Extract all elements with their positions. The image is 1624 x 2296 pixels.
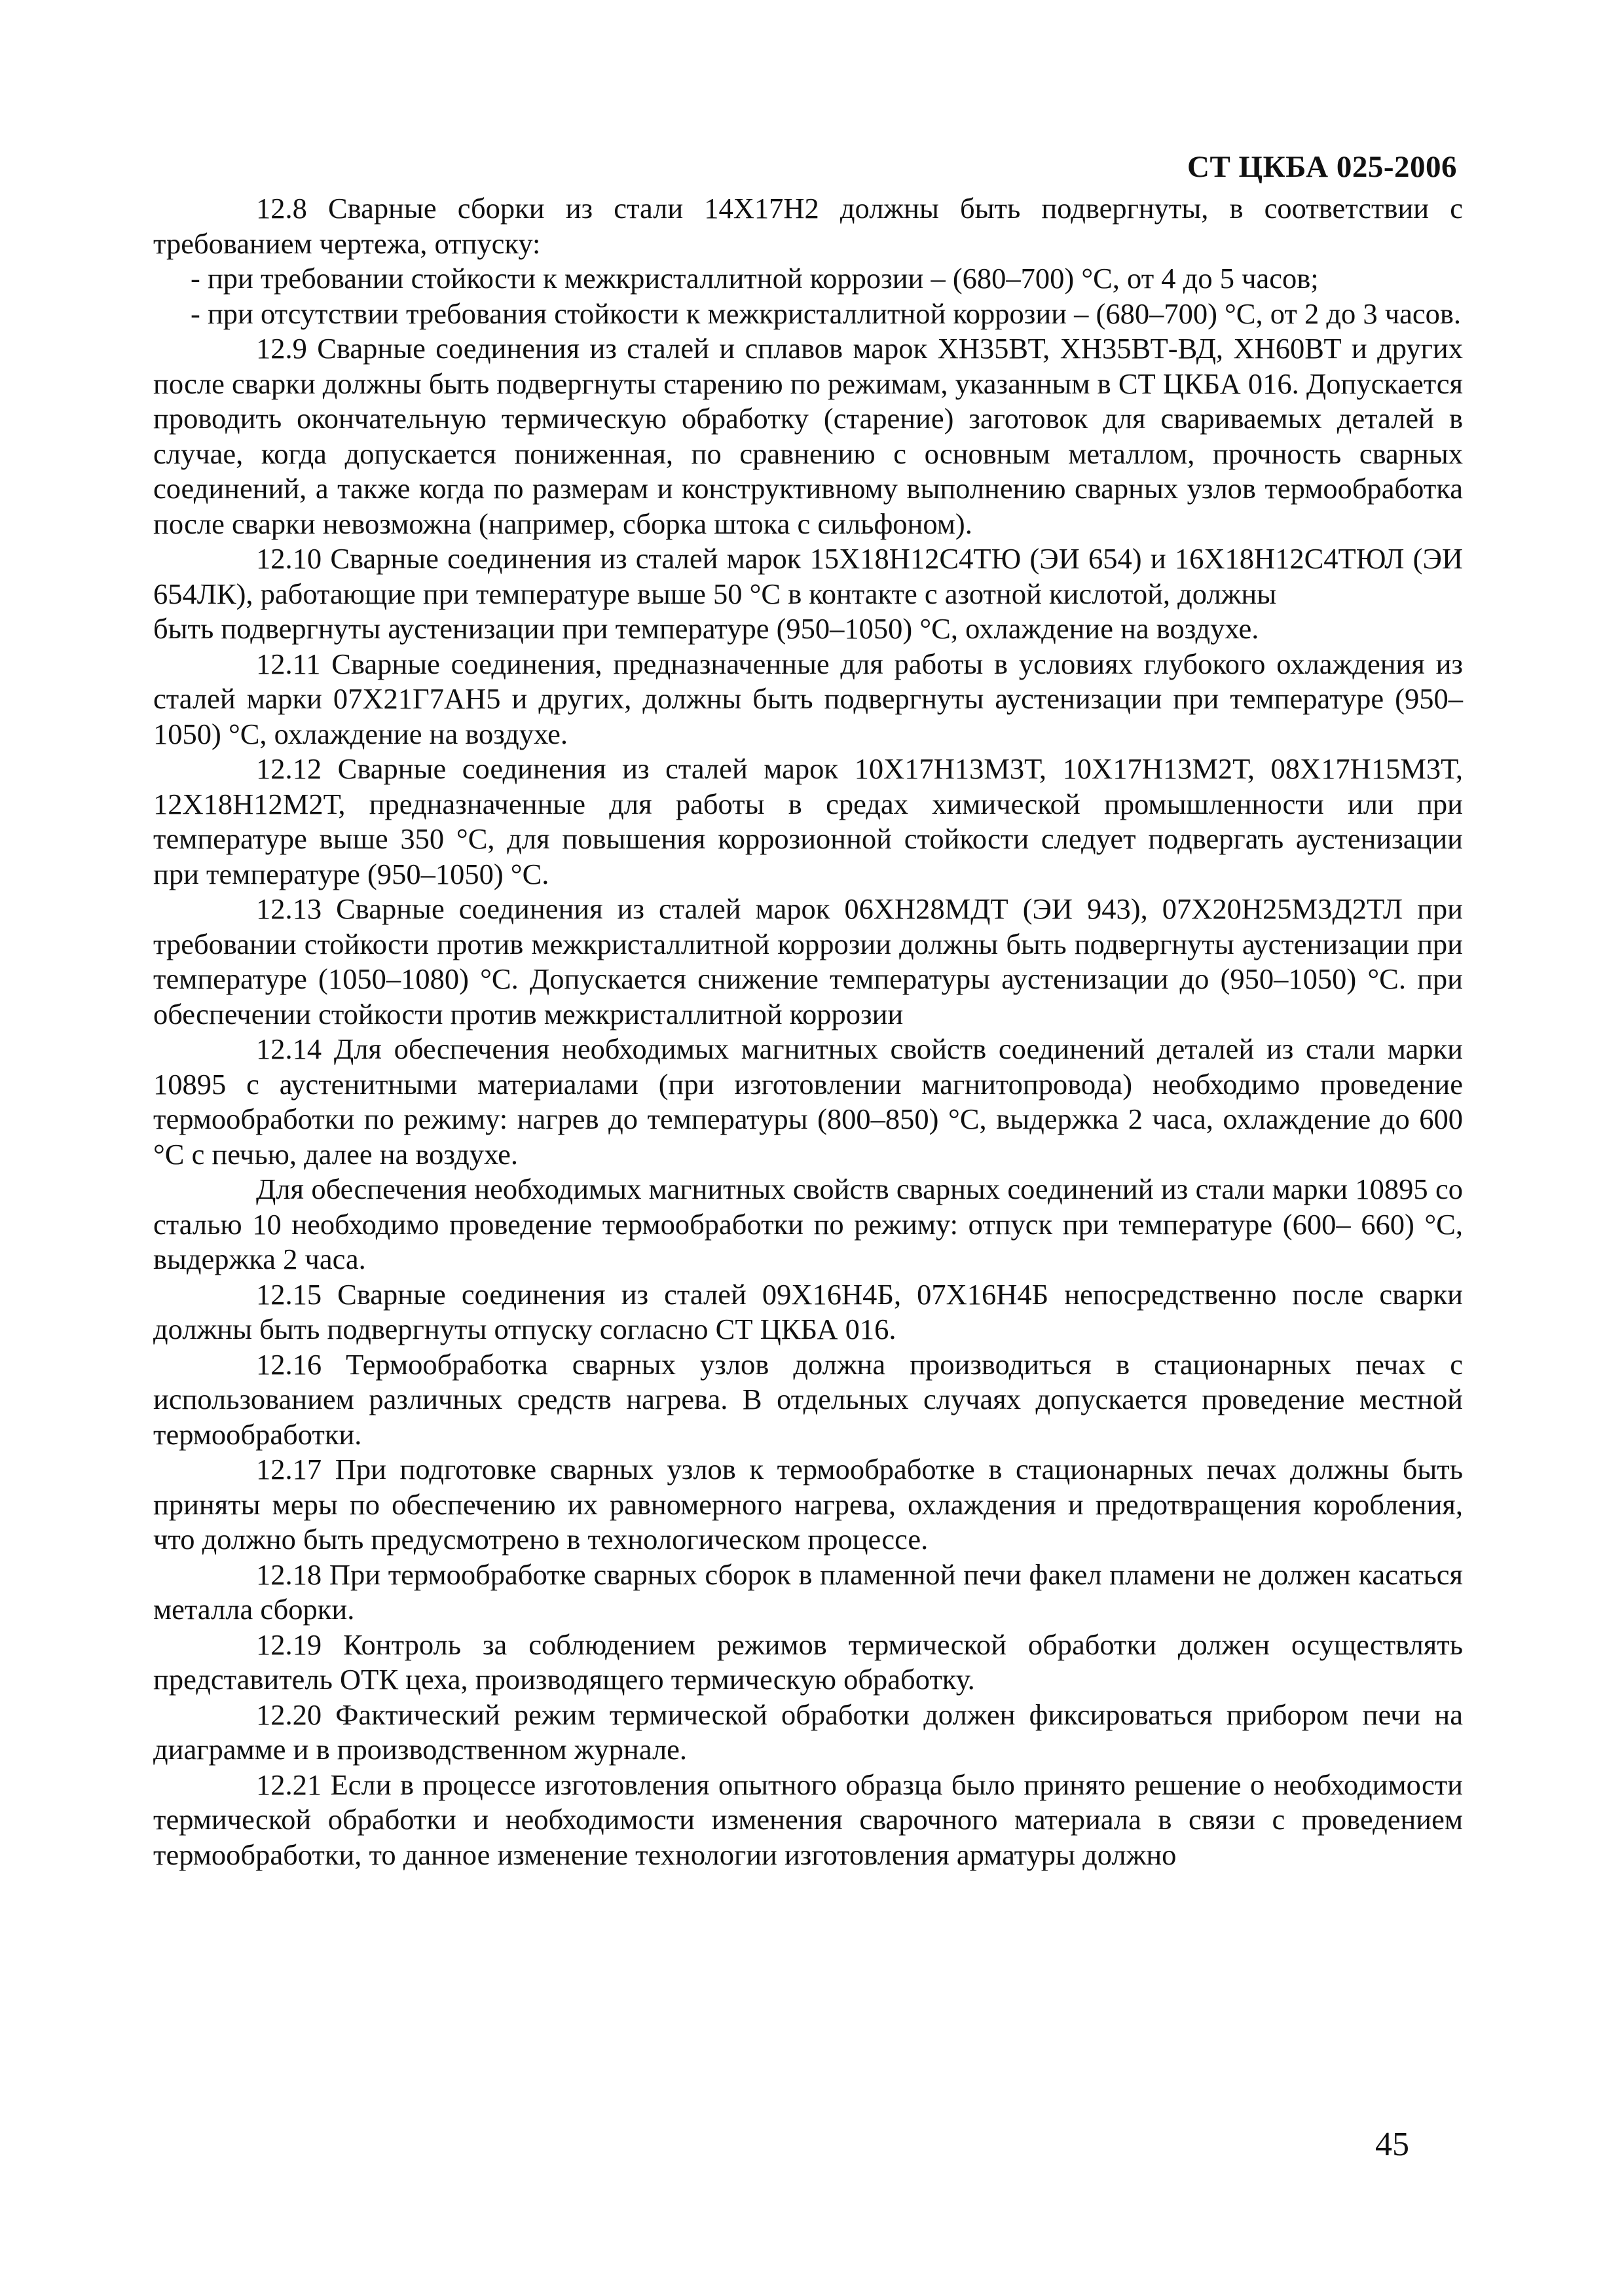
paragraph-12-14: 12.14 Для обеспечения необходимых магнитных свойств соединений деталей из стали марки 10895 с аустенитными материалами (при изготовлении магнитопровода) необходимо проведение термообработки по режиму: нагрев до температуры (800–850) °С, выдержка 2 часа, охлаждение до 600 °С с печью, далее на воздухе. bbox=[153, 1032, 1463, 1171]
paragraph-12-17: 12.17 При подготовке сварных узлов к термообработке в стационарных печах должны быть приняты меры по обеспечению их равномерного нагрева, охлаждения и предотвращения коробления, что должно быть предусмотрено в технологическом процессе. bbox=[153, 1453, 1463, 1556]
paragraph-12-21: 12.21 Если в процессе изготовления опытного образца было принято решение о необходимости термической обработки и необходимости изменения сварочного материала в связи с проведением термообработки, то данное изменение технологии изготовления арматуры должно bbox=[153, 1768, 1463, 1871]
paragraph-12-8: 12.8 Сварные сборки из стали 14Х17Н2 должны быть подвергнуты, в соответствии с требованием чертежа, отпуску: bbox=[153, 192, 1463, 260]
paragraph-12-8-item-b: - при отсутствии требования стойкости к межкристаллитной коррозии – (680–700) °С, от 2 до 3 часов. bbox=[191, 297, 1462, 330]
paragraph-12-11: 12.11 Сварные соединения, предназначенные для работы в условиях глубокого охлаждения из сталей марки 07Х21Г7АН5 и других, должны быть подвергнуты аустенизации при температуре (950–1050) °С, охлаждение на воздухе. bbox=[153, 647, 1463, 750]
paragraph-12-19: 12.19 Контроль за соблюдением режимов термической обработки должен осуществлять представитель ОТК цеха, производящего термическую обработку. bbox=[153, 1628, 1463, 1696]
paragraph-12-8-item-a: - при требовании стойкости к межкристаллитной коррозии – (680–700) °С, от 4 до 5 часов; bbox=[191, 262, 1319, 295]
paragraph-12-12: 12.12 Сварные соединения из сталей марок 10Х17Н13М3Т, 10Х17Н13М2Т, 08Х17Н15М3Т, 12Х18Н12М2Т, предназначенные для работы в средах химической промышленности или при температуре выше 350 °С, для повышения коррозионной стойкости следует подвергать аустенизации при температуре (950–1050) °С. bbox=[153, 752, 1463, 890]
paragraph-12-10: 12.10 Сварные соединения из сталей марок 15Х18Н12С4ТЮ (ЭИ 654) и 16Х18Н12С4ТЮЛ (ЭИ 654ЛК), работающие при температуре выше 50 °С в контакте с азотной кислотой, должны bbox=[153, 542, 1463, 610]
paragraph-12-15: 12.15 Сварные соединения из сталей 09Х16Н4Б, 07Х16Н4Б непосредственно после сварки должны быть подвергнуты отпуску согласно СТ ЦКБА 016. bbox=[153, 1277, 1463, 1345]
document-code-header: СТ ЦКБА 025-2006 bbox=[1187, 150, 1457, 184]
paragraph-12-9: 12.9 Сварные соединения из сталей и сплавов марок ХН35ВТ, ХН35ВТ-ВД, ХН60ВТ и других после сварки должны быть подвергнуты старению по режимам, указанным в СТ ЦКБА 016. Допускается проводить окончательную термическую обработку (старение) заготовок для свариваемых деталей в случае, когда допускается пониженная, по сравнению с основным металлом, прочность сварных соединений, а также когда по размерам и конструктивному выполнению сварных узлов термообработка после сварки невозможна (например, сборка штока с сильфоном). bbox=[153, 332, 1463, 540]
document-body bbox=[153, 191, 1463, 1872]
paragraph-12-13: 12.13 Сварные соединения из сталей марок 06ХН28МДТ (ЭИ 943), 07Х20Н25М3Д2ТЛ при требовании стойкости против межкристаллитной коррозии должны быть подвергнуты аустенизации при температуре (1050–1080) °С. Допускается снижение температуры аустенизации до (950–1050) °С. при обеспечении стойкости против межкристаллитной коррозии bbox=[153, 892, 1463, 1030]
paragraph-12-16: 12.16 Термообработка сварных узлов должна производиться в стационарных печах с использованием различных средств нагрева. В отдельных случаях допускается проведение местной термообработки. bbox=[153, 1347, 1463, 1451]
paragraph-12-14-second: Для обеспечения необходимых магнитных свойств сварных соединений из стали марки 10895 со сталью 10 необходимо проведение термообработки по режиму: отпуск при температуре (600– 660) °С, выдержка 2 часа. bbox=[153, 1173, 1463, 1275]
page-number: 45 bbox=[1375, 2126, 1409, 2163]
paragraph-12-18: 12.18 При термообработке сварных сборок в пламенной печи факел пламени не должен касаться металла сборки. bbox=[153, 1558, 1463, 1626]
paragraph-12-20: 12.20 Фактический режим термической обработки должен фиксироваться прибором печи на диаграмме и в производственном журнале. bbox=[153, 1698, 1463, 1766]
paragraph-12-10-continued: быть подвергнуты аустенизации при температуре (950–1050) °С, охлаждение на воздухе. bbox=[153, 612, 1259, 645]
